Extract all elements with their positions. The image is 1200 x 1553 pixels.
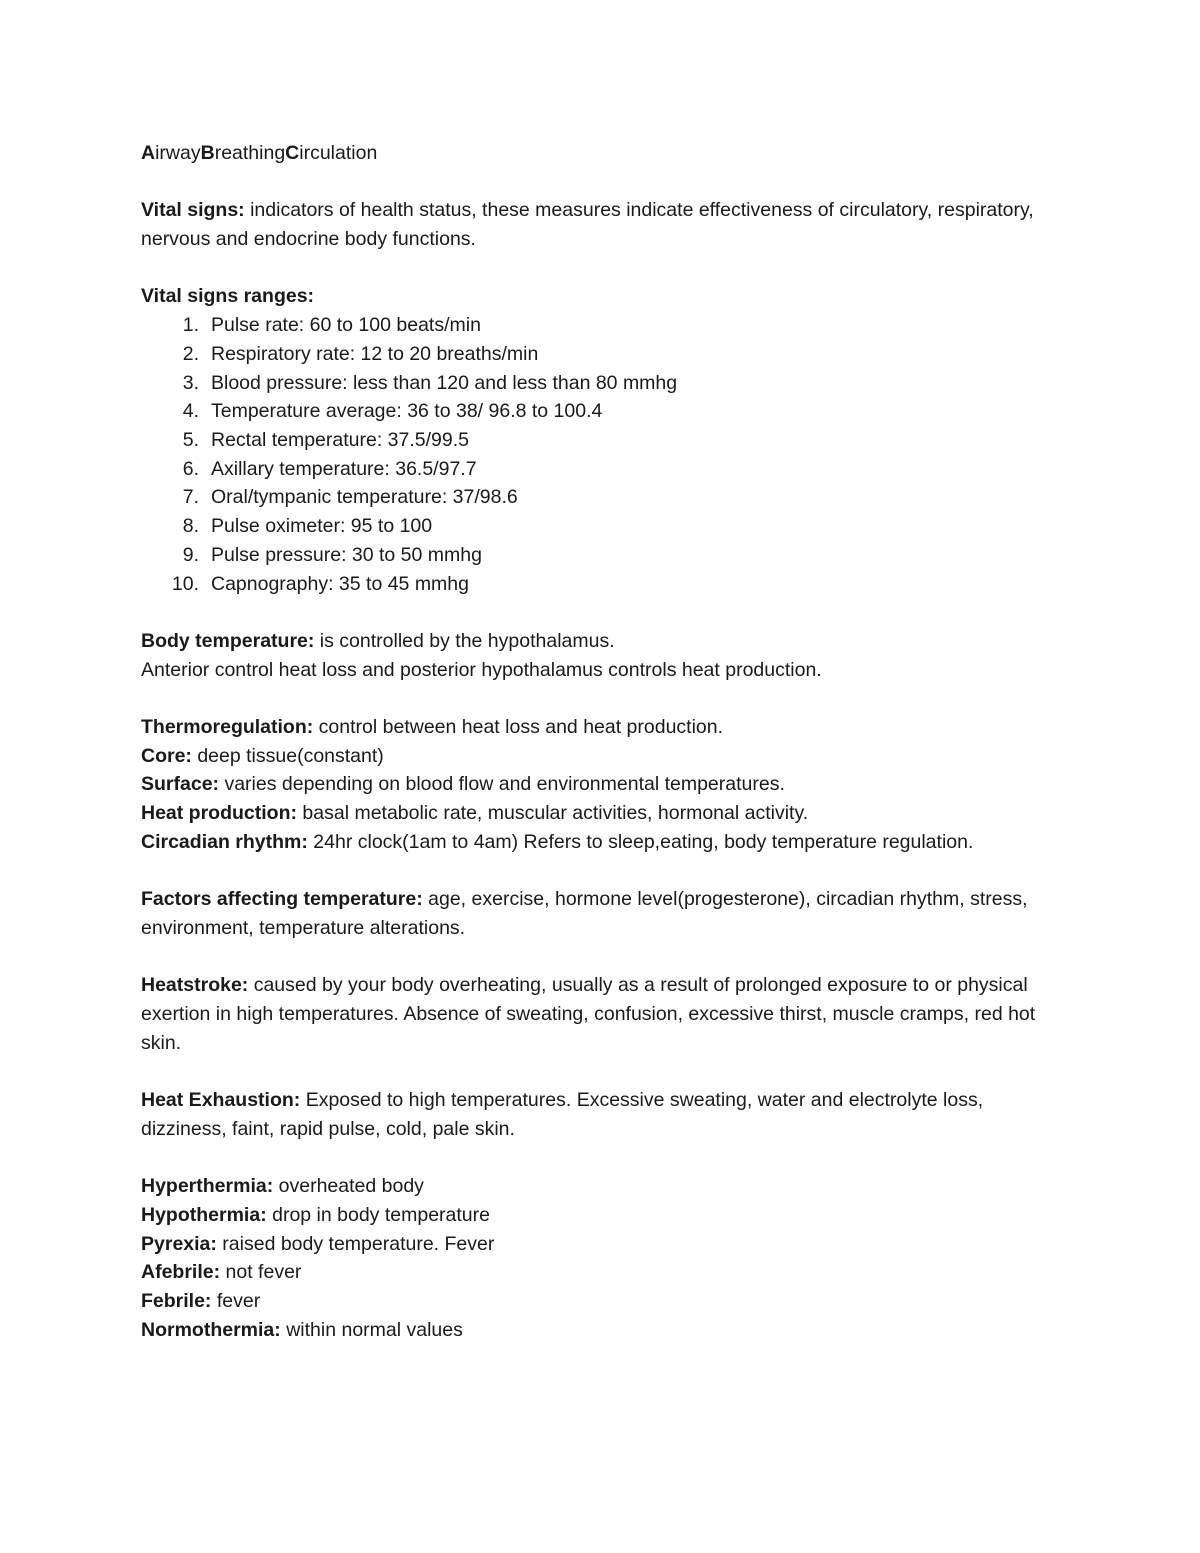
title-part-irway: irway: [155, 142, 201, 164]
circadian-rhythm-line: [141, 828, 1071, 857]
list-item: [141, 340, 1071, 369]
factors-paragraph: [141, 885, 1071, 942]
list-item-number: 8.: [182, 515, 199, 538]
thermoregulation-line: [141, 713, 1071, 742]
list-item: [141, 455, 1071, 484]
ranges-heading-label: Vital signs ranges:: [141, 285, 315, 308]
body-temperature-paragraph: [141, 627, 1071, 656]
vital-signs-text: indicators of health status, these measures indicate effectiveness of circulatory, respiratory, nervous and endocrine body functions.: [141, 199, 1034, 251]
term-febrile: [141, 1287, 1071, 1316]
surface-text: varies depending on blood flow and environmental temperatures.: [219, 773, 785, 796]
list-item-number: 1.: [182, 314, 199, 337]
term-text: within normal values: [280, 1318, 463, 1341]
list-item-number: 10.: [171, 572, 199, 595]
thermoregulation-label: Thermoregulation:: [141, 716, 314, 738]
heat-production-line: [141, 799, 1071, 828]
term-label: Febrile:: [141, 1290, 212, 1312]
list-item: [141, 512, 1071, 541]
hypothalamus-line: Anterior control heat loss and posterior hypothalamus controls heat production.: [141, 658, 822, 681]
list-item-number: 7.: [182, 486, 199, 509]
title-letter-b: B: [200, 142, 215, 164]
term-label: Hypothermia:: [141, 1203, 267, 1226]
list-item-text: Axillary temperature: 36.5/97.7: [211, 457, 477, 480]
surface-label: Surface:: [141, 773, 220, 796]
list-item-text: Pulse rate: 60 to 100 beats/min: [211, 314, 481, 337]
core-line: [141, 742, 1071, 771]
list-item-text: Capnography: 35 to 45 mmhg: [211, 572, 469, 595]
term-text: raised body temperature. Fever: [216, 1232, 495, 1255]
term-text: overheated body: [273, 1175, 424, 1198]
heat-production-text: basal metabolic rate, muscular activities, hormonal activity.: [297, 802, 809, 825]
list-item-number: 6.: [182, 457, 199, 480]
document-page: [141, 139, 1071, 1344]
list-item: [141, 483, 1071, 512]
term-afebrile: [141, 1258, 1071, 1287]
list-item: [141, 311, 1071, 340]
list-item-text: Respiratory rate: 12 to 20 breaths/min: [211, 342, 539, 365]
term-hyperthermia: [141, 1172, 1071, 1201]
core-text: deep tissue(constant): [191, 744, 384, 767]
heat-exhaustion-text: Exposed to high temperatures. Excessive sweating, water and electrolyte loss, dizziness, faint, rapid pulse, cold, pale skin.: [141, 1089, 984, 1140]
title-letter-a: A: [141, 142, 156, 164]
heatstroke-text: caused by your body overheating, usually as a result of prolonged exposure to or physical exertion in high temperatures. Absence of sweating, confusion, excessive thirst, muscle cramps, red hot skin.: [141, 974, 1036, 1054]
list-item-number: 5.: [182, 429, 199, 451]
circadian-rhythm-text: 24hr clock(1am to 4am) Refers to sleep,eating, body temperature regulation.: [307, 830, 974, 853]
heat-production-label: Heat production:: [141, 802, 297, 825]
list-item-text: Blood pressure: less than 120 and less than 80 mmhg: [211, 371, 678, 394]
list-item-text: Oral/tympanic temperature: 37/98.6: [211, 486, 518, 509]
list-item: [141, 369, 1071, 398]
list-item: [141, 541, 1071, 570]
thermoregulation-text: control between heat loss and heat production.: [313, 716, 724, 738]
title-part-reathing: reathing: [214, 142, 286, 164]
list-item: [141, 570, 1071, 599]
title-letter-c: C: [285, 142, 300, 164]
list-item-number: 2.: [182, 342, 199, 365]
list-item-number: 4.: [182, 400, 199, 423]
factors-text: age, exercise, hormone level(progesterone), circadian rhythm, stress, environment, temperature alterations.: [141, 888, 1028, 939]
ranges-heading: [141, 282, 1071, 311]
list-item-number: 9.: [182, 543, 199, 566]
term-label: Pyrexia:: [141, 1232, 217, 1255]
list-item-text: Pulse oximeter: 95 to 100: [211, 515, 433, 538]
list-item-number: 3.: [182, 371, 199, 394]
term-text: drop in body temperature: [266, 1203, 490, 1226]
factors-label: Factors affecting temperature:: [141, 888, 423, 911]
title-part-irculation: irculation: [299, 142, 378, 164]
vital-signs-paragraph: [141, 196, 1071, 253]
term-hypothermia: [141, 1201, 1071, 1230]
list-item: [141, 426, 1071, 455]
heatstroke-label: Heatstroke:: [141, 974, 249, 997]
list-item-text: Temperature average: 36 to 38/ 96.8 to 100.4: [211, 400, 603, 423]
list-item-text: Pulse pressure: 30 to 50 mmhg: [211, 543, 482, 566]
ranges-list: [141, 311, 1071, 598]
term-label: Afebrile:: [141, 1261, 221, 1284]
document-title: [141, 139, 1071, 168]
surface-line: [141, 770, 1071, 799]
term-text: not fever: [220, 1261, 302, 1284]
heat-exhaustion-label: Heat Exhaustion:: [141, 1089, 301, 1112]
circadian-rhythm-label: Circadian rhythm:: [141, 830, 308, 853]
body-temperature-label: Body temperature:: [141, 629, 315, 652]
term-label: Normothermia:: [141, 1318, 281, 1341]
term-pyrexia: [141, 1230, 1071, 1259]
term-label: Hyperthermia:: [141, 1175, 274, 1198]
term-normothermia: [141, 1316, 1071, 1345]
term-text: fever: [211, 1290, 261, 1312]
list-item: [141, 397, 1071, 426]
heatstroke-paragraph: [141, 971, 1071, 1057]
heat-exhaustion-paragraph: [141, 1086, 1071, 1143]
list-item-text: Rectal temperature: 37.5/99.5: [211, 429, 469, 451]
core-label: Core:: [141, 744, 192, 767]
vital-signs-label: Vital signs:: [141, 199, 245, 222]
body-temperature-text: is controlled by the hypothalamus.: [314, 629, 615, 652]
